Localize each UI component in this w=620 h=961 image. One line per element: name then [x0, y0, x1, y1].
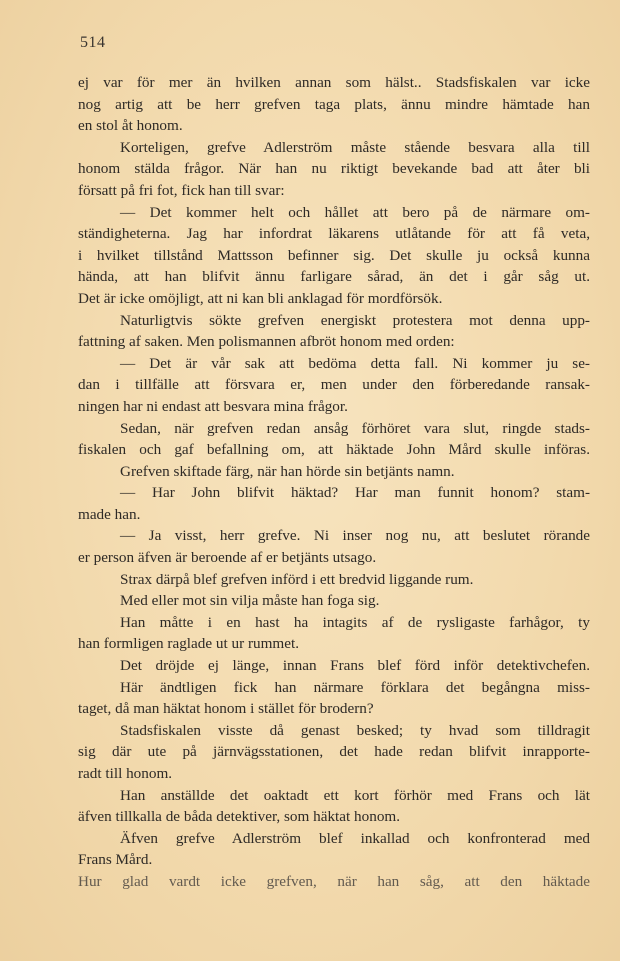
text-line: en stol åt honom. [78, 117, 183, 135]
text-line: Korteligen, grefve Adlerström måste stående besvara alla till [120, 138, 590, 156]
text-line: nog artig att be herr grefven taga plats, ännu mindre hämtade han [78, 95, 590, 113]
text-line: ständigheterna. Jag har infordrat läkarens utlåtande för att få veta, [78, 225, 590, 243]
text-line: Naturligtvis sökte grefven energiskt protestera mot denna upp- [120, 311, 590, 329]
text-line: Strax därpå blef grefven införd i ett bredvid liggande rum. [120, 570, 474, 588]
text-line: Det dröjde ej länge, innan Frans blef förd inför detektivchefen. [120, 657, 590, 675]
text-line: Frans Mård. [78, 851, 153, 869]
text-line: Det är icke omöjligt, att ni kan bli anklagad för mordförsök. [78, 289, 443, 307]
text-line: — Det är vår sak att bedöma detta fall. Ni kommer ju se- [120, 354, 590, 372]
text-line: dan i tillfälle att försvara er, men under den förberedande ransak- [78, 376, 590, 394]
text-line: — Har John blifvit häktad? Har man funnit honom? stam- [120, 484, 590, 502]
text-line: Grefven skiftade färg, när han hörde sin betjänts namn. [120, 462, 455, 480]
text-line: äfven tillkalla de båda detektiver, som häktat honom. [78, 808, 401, 826]
text-line: försatt på fri fot, fick han till svar: [78, 181, 285, 199]
text-line: fiskalen och gaf befallning om, att häktade John Mård skulle införas. [78, 441, 590, 459]
text-line: Hur glad vardt icke grefven, när han såg, att den häktade [78, 872, 590, 890]
text-line: hända, att han blifvit ännu farligare sårad, än det i går såg ut. [78, 268, 590, 286]
text-line: honom stälda frågor. När han nu riktigt bevekande bad att åter bli [78, 160, 590, 178]
text-line: er person äfven är beroende af er betjänts utsago. [78, 549, 377, 567]
text-line: taget, då man häktat honom i stället för brodern? [78, 700, 374, 718]
text-line: — Det kommer helt och hållet att bero på de närmare om- [120, 203, 590, 221]
text-line: Med eller mot sin vilja måste han foga sig. [120, 592, 380, 610]
text-line: Stadsfiskalen visste då genast besked; ty hvad som tilldragit [120, 721, 590, 739]
text-line: Äfven grefve Adlerström blef inkallad och konfronterad med [120, 829, 590, 847]
text-line: i hvilket tillstånd Mattsson befinner sig. Det skulle ju också kunna [78, 246, 590, 264]
text-line: Sedan, när grefven redan ansåg förhöret vara slut, ringde stads- [120, 419, 590, 437]
text-line: han formligen raglade ut ur rummet. [78, 635, 299, 653]
text-line: ej var för mer än hvilken annan som hälst.. Stadsfiskalen var icke [78, 74, 590, 91]
text-line: made han. [78, 505, 141, 523]
text-line: Han måtte i en hast ha intagits af de rysligaste farhågor, ty [120, 613, 590, 631]
text-line: ningen har ni endast att besvara mina frågor. [78, 397, 348, 415]
text-line: fattning af saken. Men polismannen afbröt honom med orden: [78, 333, 455, 351]
page-number: 514 [80, 34, 106, 51]
text-line: — Ja visst, herr grefve. Ni inser nog nu, att beslutet rörande [120, 527, 590, 545]
body-text [78, 72, 590, 893]
text-line: sig där ute på järnvägsstationen, det hade redan blifvit inrapporte- [78, 743, 590, 761]
text-line: radt till honom. [78, 765, 173, 782]
text-line: Här ändtligen fick han närmare förklara det begångna miss- [120, 678, 590, 696]
text-line: Han anställde det oaktadt ett kort förhör med Frans och lät [120, 786, 590, 804]
